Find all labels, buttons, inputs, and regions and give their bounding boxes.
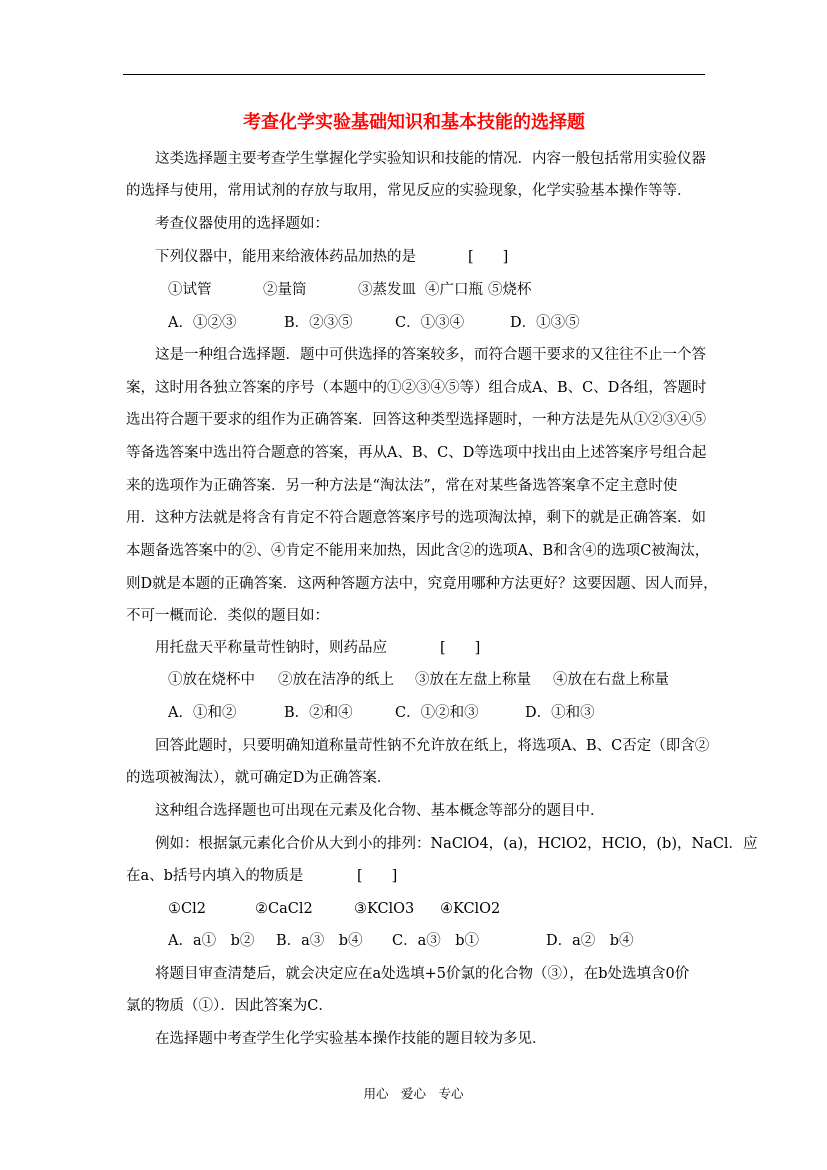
- analysis-line: 选出符合题干要求的组作为正确答案．回答这种类型选择题时，一种方法是先从①②③④⑤: [126, 412, 706, 428]
- question-2-item: ①放在烧杯中: [168, 672, 255, 688]
- question-2-item: ②放在洁净的纸上: [278, 672, 394, 688]
- analysis-line: 用．这种方法就是将含有肯定不符合题意答案序号的选项淘汰掉，剩下的就是正确答案．如: [126, 510, 706, 526]
- question-1-item: ②量筒: [263, 282, 307, 298]
- question-2-choice: C．①②和③: [395, 705, 479, 721]
- example-intro: 考查仪器使用的选择题如：: [155, 216, 329, 232]
- question-2-choice: B．②和④: [284, 705, 353, 721]
- question-1-choice: B．②③⑤: [284, 315, 353, 331]
- question-1-choice: D．①③⑤: [510, 315, 580, 331]
- question-3-choice: D．a② b④: [546, 933, 634, 949]
- analysis-line: 则D就是本题的正确答案．这两种答题方法中，究竟用哪种方法更好？这要因题、因人而异，: [126, 576, 718, 592]
- analysis-line: 案，这时用各独立答案的序号（本题中的①②③④⑤等）组合成A、B、C、D各组，答题时: [126, 380, 707, 396]
- intro-line: 的选择与使用，常用试剂的存放与取用，常见反应的实验现象，化学实验基本操作等等．: [126, 183, 692, 199]
- header-rule: [123, 74, 705, 75]
- question-2-item: ③放在左盘上称量: [415, 672, 531, 688]
- question-1-item: ①试管: [168, 282, 212, 298]
- combo-note: 这种组合选择题也可出现在元素及化合物、基本概念等部分的题目中．: [155, 803, 605, 819]
- question-1-choice: C．①③④: [395, 315, 465, 331]
- document-title: 考查化学实验基础知识和基本技能的选择题: [243, 112, 585, 133]
- analysis-line: 不可一概而论．类似的题目如：: [126, 608, 329, 624]
- question-1-stem: 下列仪器中，能用来给液体药品加热的是: [155, 249, 416, 265]
- question-3-choice: C．a③ b①: [392, 933, 480, 949]
- answer-line: 氯的物质（①）．因此答案为C．: [126, 998, 333, 1014]
- question-3-item: ①Cl2: [168, 901, 206, 917]
- analysis-line: 来的选项作为正确答案．另一种方法是“淘汰法”，常在对某些备选答案拿不定主意时使: [126, 478, 678, 494]
- question-1-choice: A．①②③: [168, 315, 237, 331]
- answer-line: 的选项被淘汰），就可确定D为正确答案．: [126, 770, 392, 786]
- question-2-stem: 用托盘天平称量苛性钠时，则药品应: [155, 640, 387, 656]
- question-1-item: ④广口瓶: [425, 282, 483, 298]
- question-3-item: ④KClO2: [440, 901, 501, 917]
- question-2-choice: A．①和②: [168, 705, 237, 721]
- question-3-choice: B．a③ b④: [276, 933, 363, 949]
- question-3-bracket: [ ]: [357, 868, 398, 884]
- question-3-stem: 例如：根据氯元素化合价从大到小的排列：NaClO4，(a)，HClO2，HClO，(b)，NaCl．应: [155, 836, 758, 852]
- answer-line: 回答此题时，只要明确知道称量苛性钠不允许放在纸上，将选项A、B、C否定（即含②: [155, 738, 710, 754]
- analysis-line: 本题备选答案中的②、④肯定不能用来加热，因此含②的选项A、B和含④的选项C被淘汰，: [126, 543, 710, 559]
- intro-line: 这类选择题主要考查学生掌握化学实验知识和技能的情况．内容一般包括常用实验仪器: [155, 151, 706, 167]
- page-footer: 用心 爱心 专心: [363, 1086, 464, 1101]
- question-3-stem: 在a、b括号内填入的物质是: [126, 868, 304, 884]
- question-1-bracket: [ ]: [468, 249, 509, 265]
- question-3-item: ②CaCl2: [255, 901, 313, 917]
- question-2-bracket: [ ]: [440, 640, 481, 656]
- analysis-line: 等备选答案中选出符合题意的答案，再从A、B、C、D等选项中找出由上述答案序号组合起: [126, 445, 707, 461]
- question-3-choice: A．a① b②: [168, 933, 255, 949]
- question-2-choice: D．①和③: [525, 705, 595, 721]
- question-3-item: ③KClO3: [354, 901, 415, 917]
- closing-line: 在选择题中考查学生化学实验基本操作技能的题目较为多见．: [155, 1031, 547, 1047]
- question-1-item: ③蒸发皿: [358, 282, 416, 298]
- analysis-line: 这是一种组合选择题．题中可供选择的答案较多，而符合题干要求的又往往不止一个答: [155, 347, 706, 363]
- question-2-item: ④放在右盘上称量: [553, 672, 669, 688]
- question-1-item: ⑤烧杯: [488, 282, 532, 298]
- answer-line: 将题目审查清楚后，就会决定应在a处选填+5价氯的化合物（③），在b处选填含0价: [155, 966, 690, 982]
